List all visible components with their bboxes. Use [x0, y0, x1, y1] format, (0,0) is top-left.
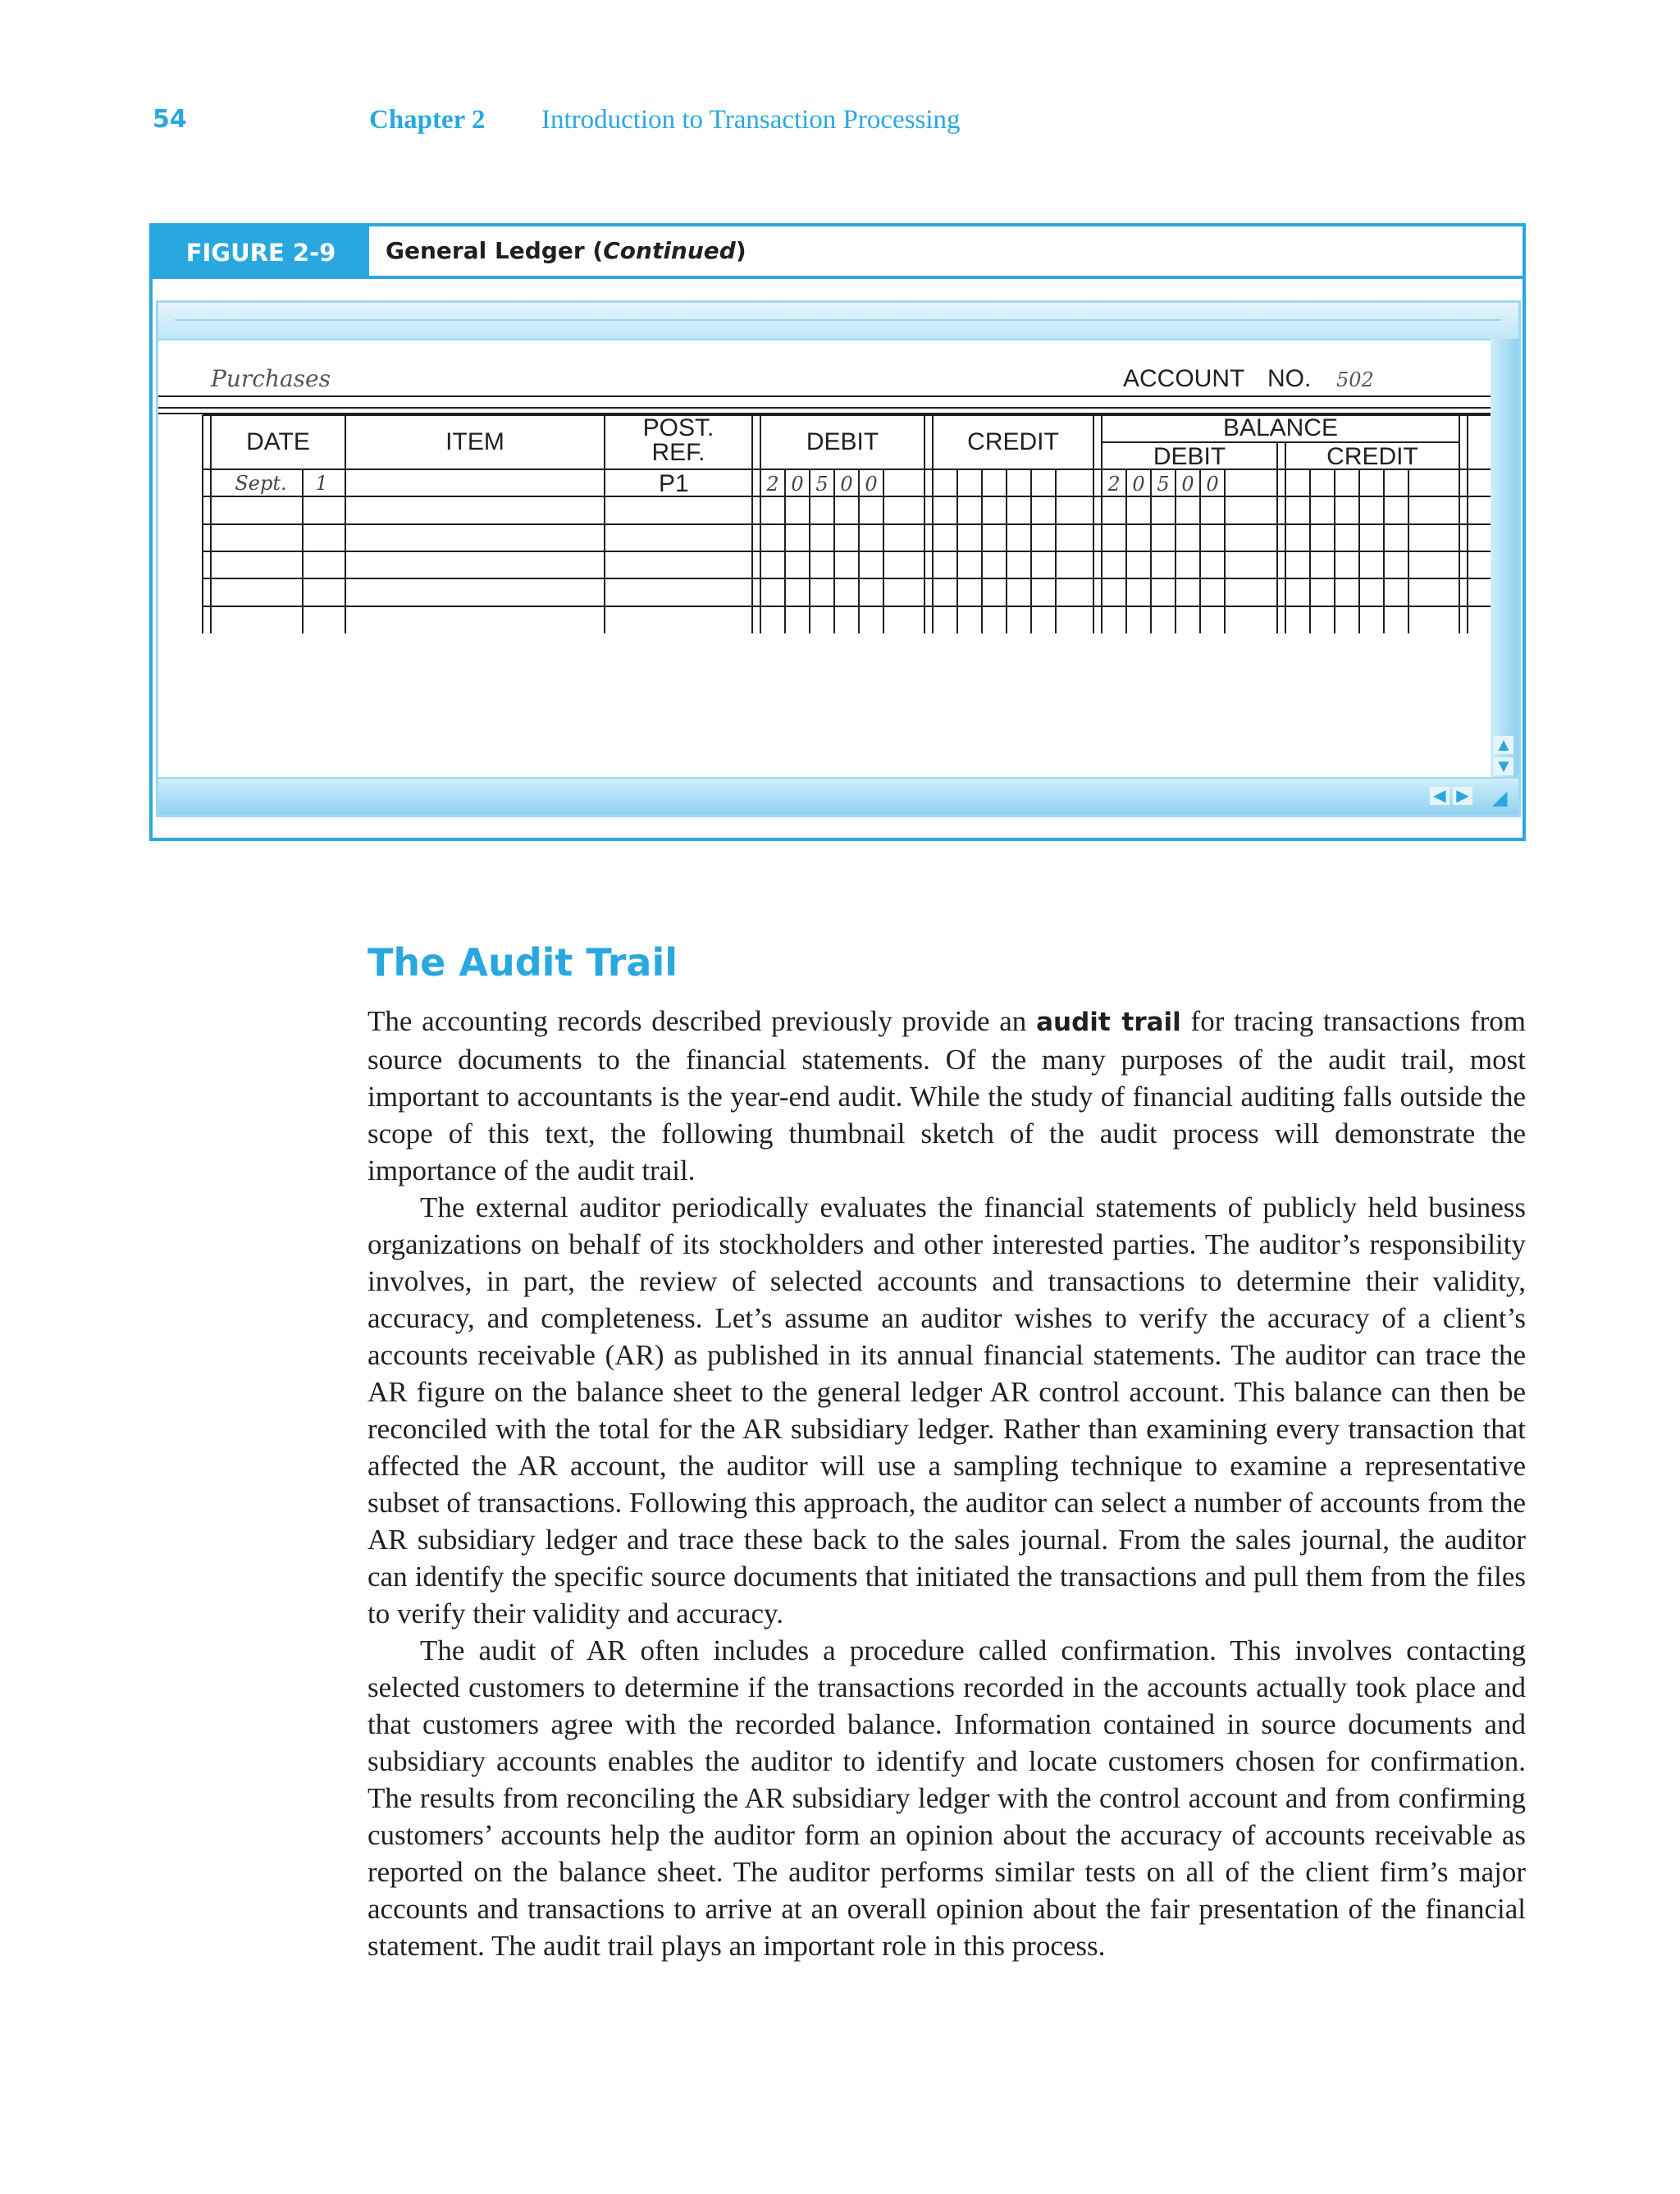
- figure-label: FIGURE 2-9: [153, 226, 369, 279]
- section-title: The Audit Trail: [368, 940, 678, 985]
- column-header-balance: BALANCE: [1222, 414, 1339, 441]
- resize-grip-icon[interactable]: ◢: [1492, 788, 1508, 809]
- column-header-post-ref-2: REF.: [651, 439, 705, 466]
- scroll-up-icon[interactable]: ▲: [1495, 734, 1513, 755]
- body-text: [368, 1003, 1526, 1964]
- column-header-credit: CREDIT: [967, 428, 1059, 455]
- chapter-label: Chapter 2: [369, 105, 486, 135]
- column-header-balance-credit: CREDIT: [1326, 443, 1418, 470]
- page-header: [153, 105, 1527, 146]
- term-audit-trail: audit trail: [1036, 1008, 1181, 1037]
- debit-digit: 5: [815, 473, 829, 496]
- debit-digit: 0: [865, 473, 878, 496]
- chapter-title: Introduction to Transaction Processing: [541, 105, 961, 135]
- account-number-label: NO.: [1267, 365, 1312, 392]
- entry-post-ref: P1: [659, 470, 689, 497]
- column-header-date: DATE: [246, 428, 310, 455]
- figure-title-bar: [369, 226, 1522, 279]
- balance-debit-digit: 5: [1157, 473, 1170, 496]
- account-number: 502: [1336, 368, 1374, 391]
- vertical-scrollbar[interactable]: [1491, 339, 1518, 779]
- paragraph-3: The audit of AR often includes a procedure called confirmation. This involves contacting selected customers to determine if the transactions recorded in the accounts actually took place and that customers agree with the recorded balance. Information contained in source documents and subsidiary accounts enables the auditor to identify and locate customers chosen for confirmation. The results from reconciling the AR subsidiary ledger with the control account and from confirming customers’ accounts help the auditor form an opinion about the accuracy of accounts receivable as reported on the balance sheet. The auditor performs similar tests on all of the client firm’s major accounts and transactions to arrive at an overall opinion about the fair presentation of the financial statement. The audit trail plays an important role in this process.: [368, 1634, 1526, 1962]
- balance-debit-digit: 2: [1107, 473, 1121, 496]
- column-header-balance-debit: DEBIT: [1153, 443, 1226, 470]
- figure-general-ledger: [149, 223, 1526, 841]
- paragraph-2: The external auditor periodically evaluates the financial statements of publicly held business organizations on behalf of its stockholders and other interested parties. The auditor’s responsibility involves, in part, the review of selected accounts and transactions to determine their validity, accuracy, and completeness. Let’s assume an auditor wishes to verify the accuracy of a client’s accounts receivable (AR) as published in its annual financial statements. The auditor can trace the AR figure on the balance sheet to the general ledger AR control account. This balance can then be reconciled with the total for the AR subsidiary ledger. Rather than examining every transaction that affected the AR account, the auditor will use a sampling technique to examine a representative subset of transactions. Following this approach, the auditor can select a number of accounts from the AR subsidiary ledger and trace these back to the sales journal. From the sales journal, the auditor can identify the specific source documents that initiated the transactions and pull them from the files to verify their validity and accuracy.: [368, 1191, 1526, 1630]
- balance-debit-digit: 0: [1132, 473, 1145, 496]
- balance-debit-digit: 0: [1181, 473, 1194, 496]
- debit-digit: 0: [791, 473, 804, 496]
- account-label: ACCOUNT: [1123, 365, 1245, 392]
- horizontal-scrollbar[interactable]: [158, 777, 1518, 815]
- figure-title: General Ledger (Continued): [386, 237, 746, 264]
- debit-digit: 0: [840, 473, 853, 496]
- debit-digit: 2: [766, 473, 779, 496]
- ledger-grid: [158, 303, 1523, 820]
- scroll-down-icon[interactable]: ▼: [1495, 756, 1513, 776]
- paragraph-1: The accounting records described previously provide an audit trail for tracing transactions from source documents to the financial statements. Of the many purposes of the audit trail, most important to accountants is the year-end audit. While the study of financial auditing falls outside the scope of this text, the following thumbnail sketch of the audit process will demonstrate the importance of the audit trail.: [368, 1005, 1526, 1186]
- ledger-window: [156, 300, 1521, 817]
- column-header-post-ref-1: POST.: [642, 414, 714, 441]
- balance-debit-digit: 0: [1206, 473, 1219, 496]
- scroll-right-icon[interactable]: ▶: [1453, 787, 1472, 805]
- scroll-left-icon[interactable]: ◀: [1430, 787, 1449, 805]
- entry-month: Sept.: [235, 472, 287, 495]
- page-number: 54: [153, 105, 187, 134]
- column-header-debit: DEBIT: [806, 428, 879, 455]
- account-name: Purchases: [211, 365, 331, 392]
- column-header-item: ITEM: [445, 428, 504, 455]
- entry-day: 1: [315, 472, 328, 495]
